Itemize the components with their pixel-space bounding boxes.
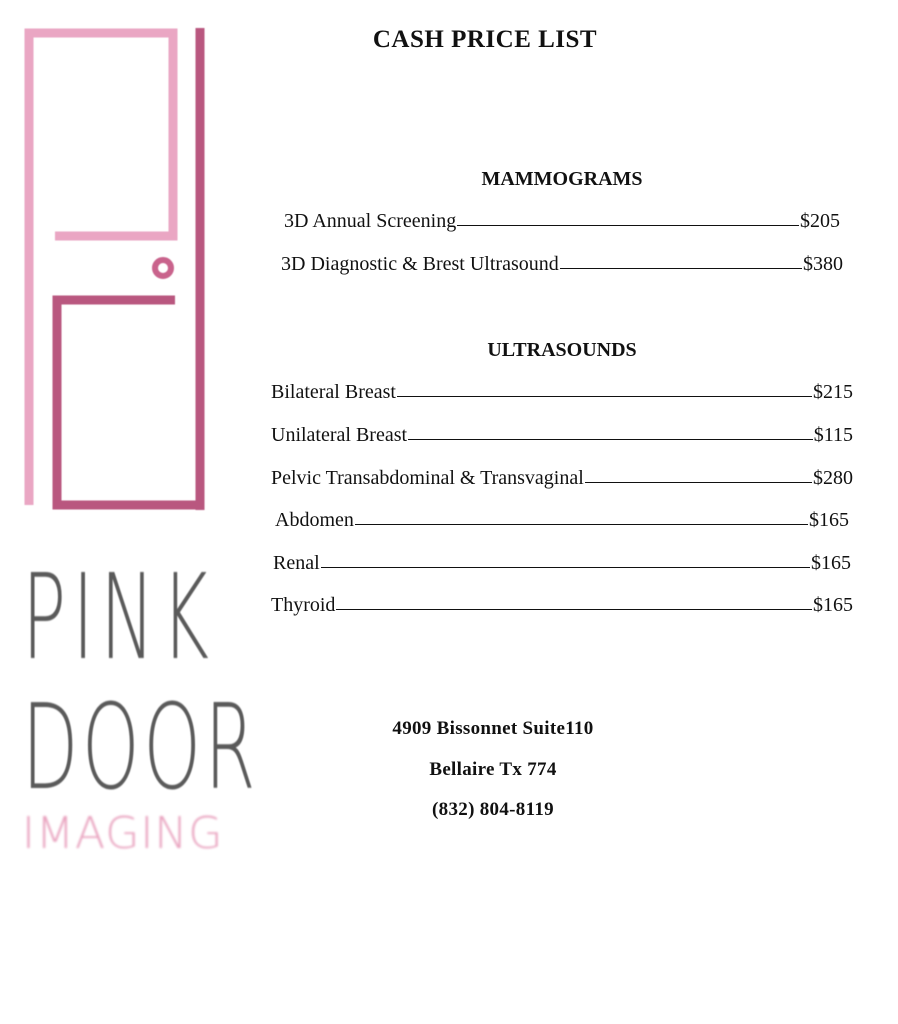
- address-line: 4909 Bissonnet Suite110: [392, 718, 594, 739]
- leader-line: [585, 482, 812, 483]
- leader-line: [321, 567, 810, 568]
- service-name: 3D Annual Screening: [284, 210, 457, 232]
- logo-word-pink: PINK: [22, 548, 216, 686]
- service-name: Pelvic Transabdominal & Transvaginal: [271, 467, 584, 489]
- price-row: [271, 466, 853, 492]
- leader-line: [397, 396, 812, 397]
- logo-word-imaging: IMAGING: [22, 808, 224, 859]
- service-price: $165: [811, 552, 851, 574]
- leader-line: [355, 524, 808, 525]
- price-row: [271, 380, 853, 406]
- service-name: Bilateral Breast: [271, 381, 396, 403]
- price-row: [275, 508, 849, 534]
- door-icon: [0, 0, 230, 540]
- price-row: [271, 593, 853, 619]
- service-price: $380: [803, 253, 843, 275]
- leader-line: [457, 225, 799, 226]
- pink-door-logo: [0, 0, 260, 880]
- address-city: Bellaire Tx 774: [429, 759, 557, 780]
- service-price: $165: [809, 509, 849, 531]
- service-price: $205: [800, 210, 840, 232]
- price-row: [281, 252, 843, 278]
- service-price: $165: [813, 594, 853, 616]
- service-price: $115: [813, 424, 853, 446]
- section-heading-ultrasounds: ULTRASOUNDS: [487, 339, 637, 361]
- service-name: Unilateral Breast: [271, 424, 408, 446]
- phone-number: (832) 804-8119: [432, 799, 554, 820]
- section-heading-mammograms: MAMMOGRAMS: [481, 168, 643, 190]
- service-price: $280: [813, 467, 853, 489]
- logo-word-door: DOOR: [22, 678, 260, 816]
- leader-line: [336, 609, 812, 610]
- service-name: Abdomen: [275, 509, 354, 531]
- price-row: [273, 551, 851, 577]
- service-name: 3D Diagnostic & Brest Ultrasound: [281, 253, 559, 275]
- service-name: Thyroid: [271, 594, 336, 616]
- leader-line: [560, 268, 802, 269]
- service-name: Renal: [273, 552, 320, 574]
- leader-line: [408, 439, 813, 440]
- price-row: [271, 423, 853, 449]
- service-price: $215: [813, 381, 853, 403]
- page-title: CASH PRICE LIST: [372, 26, 598, 53]
- price-row: [284, 209, 840, 235]
